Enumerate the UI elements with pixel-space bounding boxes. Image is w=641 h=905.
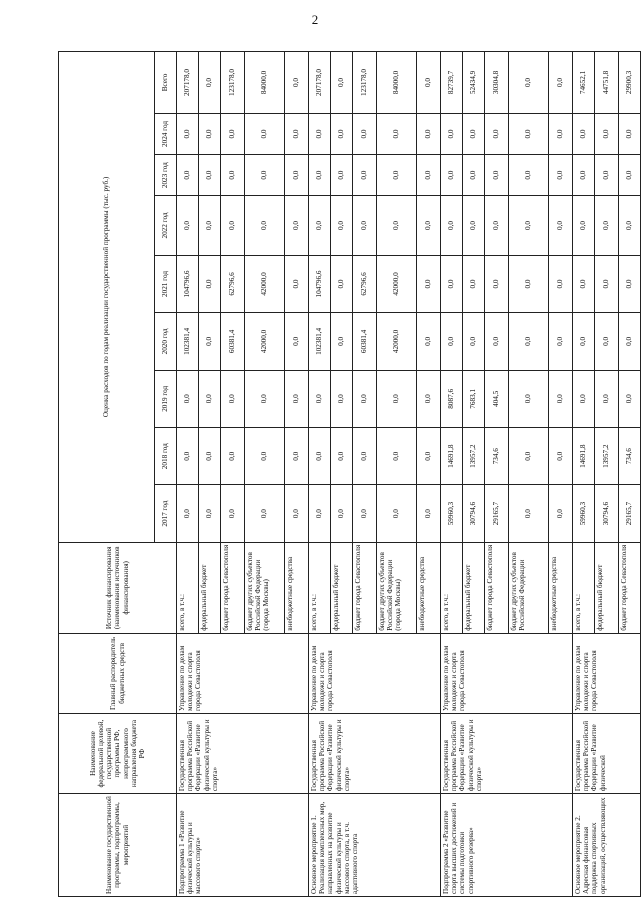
row-total-cell: 0,0 [549,52,573,114]
row-source-cell: федеральный бюджет [331,542,353,633]
row-value-cell: 0,0 [485,155,509,196]
row-value-cell: 0,0 [285,196,309,256]
row-value-cell: 0,0 [549,255,573,312]
row-value-cell: 13957,2 [595,428,619,485]
row-value-cell: 0,0 [573,113,595,154]
row-value-cell: 0,0 [485,255,509,312]
row-value-cell: 42000,0 [245,255,285,312]
row-value-cell: 0,0 [619,113,641,154]
row-value-cell: 62796,6 [353,255,377,312]
header-year: 2017 год [155,485,177,542]
row-value-cell: 0,0 [509,485,549,542]
row-value-cell: 29165,7 [485,485,509,542]
row-value-cell: 0,0 [377,370,417,427]
row-source-cell: бюджет города Севастополя [619,542,641,633]
row-value-cell: 0,0 [595,370,619,427]
row-value-cell: 0,0 [509,155,549,196]
row-source-cell: федеральный бюджет [595,542,619,633]
row-value-cell: 0,0 [509,428,549,485]
row-value-cell: 0,0 [441,113,463,154]
row-value-cell: 13957,2 [463,428,485,485]
row-value-cell: 0,0 [177,113,199,154]
row-value-cell: 0,0 [595,255,619,312]
row-value-cell: 0,0 [245,370,285,427]
row-value-cell: 0,0 [595,155,619,196]
row-value-cell: 0,0 [417,485,441,542]
row-value-cell: 0,0 [353,370,377,427]
row-source-cell: внебюджетные средства [549,542,573,633]
rotated-table-container [58,51,634,897]
table-body [177,52,641,897]
row-value-cell: 734,6 [619,428,641,485]
row-total-cell: 84000,0 [377,52,417,114]
row-value-cell: 0,0 [573,370,595,427]
row-distributor-cell: Управление по делам молодежи и спорта города Севастополя [441,633,573,713]
row-value-cell: 734,6 [485,428,509,485]
row-value-cell: 0,0 [485,113,509,154]
row-value-cell: 0,0 [549,313,573,370]
row-source-cell: федеральный бюджет [199,542,221,633]
row-fed-program-cell: Государственная программа Российской Федерации «Развитие физической [573,713,641,793]
row-total-cell: 0,0 [417,52,441,114]
row-value-cell: 0,0 [221,370,245,427]
row-value-cell: 0,0 [199,313,221,370]
row-value-cell: 0,0 [285,428,309,485]
row-value-cell: 0,0 [331,370,353,427]
row-value-cell: 0,0 [353,113,377,154]
table-row [309,52,331,897]
row-name-cell: Подпрограмма 1 «Развитие физической культуры и массового спорта» [177,794,309,897]
row-value-cell: 0,0 [573,313,595,370]
row-source-cell: всего, в т.ч.: [309,542,331,633]
row-value-cell: 0,0 [199,196,221,256]
row-value-cell: 0,0 [309,370,331,427]
row-total-cell: 44751,8 [595,52,619,114]
row-fed-program-cell: Государственная программа Российской Федерации «Развитие физической культуры и спорта» [177,713,309,793]
row-value-cell: 0,0 [549,196,573,256]
row-value-cell: 0,0 [285,313,309,370]
row-value-cell: 0,0 [331,255,353,312]
header-name: Наименование государственной программы, подпрограммы, мероприятий [59,794,177,897]
row-value-cell: 0,0 [177,428,199,485]
row-value-cell: 0,0 [619,155,641,196]
row-value-cell: 0,0 [485,196,509,256]
row-total-cell: 207178,0 [177,52,199,114]
row-value-cell: 0,0 [353,196,377,256]
header-year: 2021 год [155,255,177,312]
row-value-cell: 0,0 [309,196,331,256]
header-estimate: Оценка расходов по годам реализации государственной программы (тыс. руб.) [59,52,155,543]
row-value-cell: 0,0 [441,255,463,312]
row-value-cell: 0,0 [377,485,417,542]
row-value-cell: 0,0 [245,428,285,485]
row-value-cell: 0,0 [549,485,573,542]
row-total-cell: 123178,0 [221,52,245,114]
row-value-cell: 0,0 [221,196,245,256]
row-value-cell: 0,0 [619,370,641,427]
row-source-cell: бюджет других субъектов Российской Федерации (города Москвы) [377,542,417,633]
row-value-cell: 8087,6 [441,370,463,427]
row-value-cell: 29165,7 [619,485,641,542]
header-year: 2023 год [155,155,177,196]
row-value-cell: 0,0 [417,113,441,154]
row-value-cell: 0,0 [285,155,309,196]
row-value-cell: 14691,8 [573,428,595,485]
row-value-cell: 0,0 [463,196,485,256]
row-value-cell: 0,0 [285,255,309,312]
row-value-cell: 0,0 [463,313,485,370]
row-value-cell: 0,0 [177,370,199,427]
row-value-cell: 0,0 [245,485,285,542]
row-value-cell: 0,0 [309,155,331,196]
row-value-cell: 0,0 [245,113,285,154]
table-row [573,52,595,897]
row-value-cell: 0,0 [509,370,549,427]
row-value-cell: 0,0 [285,485,309,542]
row-source-cell: всего, в т.ч.: [177,542,199,633]
row-value-cell: 0,0 [221,428,245,485]
row-value-cell: 0,0 [509,113,549,154]
row-total-cell: 84000,0 [245,52,285,114]
row-value-cell: 0,0 [309,428,331,485]
row-value-cell: 0,0 [485,313,509,370]
header-year: 2018 год [155,428,177,485]
row-source-cell: бюджет города Севастополя [485,542,509,633]
row-value-cell: 0,0 [549,113,573,154]
row-value-cell: 30794,6 [595,485,619,542]
header-distributor: Главный распорядитель бюджетных средств [59,633,177,713]
row-total-cell: 74652,1 [573,52,595,114]
row-name-cell: Подпрограмма 2 «Развитие спорта высших достижений и системы подготовки спортивного резерва» [441,794,573,897]
header-year: 2020 год [155,313,177,370]
row-value-cell: 404,5 [485,370,509,427]
row-value-cell: 0,0 [199,155,221,196]
row-value-cell: 0,0 [417,370,441,427]
row-total-cell: 29900,3 [619,52,641,114]
page-number: 2 [311,12,319,27]
row-value-cell: 0,0 [221,155,245,196]
row-value-cell: 0,0 [595,313,619,370]
row-distributor-cell: Управление по делам молодежи и спорта города Севастополя [177,633,309,713]
row-value-cell: 62796,6 [221,255,245,312]
row-value-cell: 0,0 [463,155,485,196]
row-name-cell: Основное мероприятие 1. Реализация комплексных мер, направленных на развитие физической культуры и массового спорта, в т.ч. адаптивного спорта [309,794,441,897]
row-value-cell: 0,0 [509,313,549,370]
row-value-cell: 0,0 [619,313,641,370]
row-value-cell: 0,0 [353,155,377,196]
row-value-cell: 0,0 [331,313,353,370]
row-value-cell: 14691,8 [441,428,463,485]
row-value-cell: 0,0 [619,196,641,256]
row-name-cell: Основное мероприятие 2. Адресная финансовая поддержка спортивных организаций, осуществляющих [573,794,641,897]
row-total-cell: 52434,9 [463,52,485,114]
row-value-cell: 42000,0 [377,313,417,370]
row-total-cell: 0,0 [509,52,549,114]
row-total-cell: 82739,7 [441,52,463,114]
row-source-cell: бюджет других субъектов Российской Федерации (города Москвы) [245,542,285,633]
row-value-cell: 42000,0 [245,313,285,370]
header-year: 2024 год [155,113,177,154]
row-value-cell: 0,0 [377,113,417,154]
row-value-cell: 0,0 [417,196,441,256]
row-total-cell: 0,0 [285,52,309,114]
row-value-cell: 0,0 [595,196,619,256]
row-value-cell: 0,0 [285,113,309,154]
row-source-cell: федеральный бюджет [463,542,485,633]
row-value-cell: 0,0 [509,255,549,312]
row-source-cell: внебюджетные средства [285,542,309,633]
row-value-cell: 0,0 [177,155,199,196]
row-value-cell: 0,0 [377,155,417,196]
row-value-cell: 0,0 [177,196,199,256]
row-value-cell: 0,0 [199,428,221,485]
row-fed-program-cell: Государственная программа Российской Федерации «Развитие физической культуры и спорта» [309,713,441,793]
row-value-cell: 0,0 [463,255,485,312]
table-row [441,52,463,897]
row-value-cell: 30794,6 [463,485,485,542]
row-value-cell: 0,0 [509,196,549,256]
row-value-cell: 0,0 [619,255,641,312]
row-value-cell: 0,0 [417,313,441,370]
row-source-cell: всего, в т.ч.: [573,542,595,633]
row-value-cell: 0,0 [221,113,245,154]
row-value-cell: 104796,6 [309,255,331,312]
row-value-cell: 0,0 [441,196,463,256]
row-value-cell: 59960,3 [441,485,463,542]
row-source-cell: бюджет города Севастополя [353,542,377,633]
row-value-cell: 0,0 [417,255,441,312]
row-value-cell: 7683,1 [463,370,485,427]
row-value-cell: 0,0 [309,485,331,542]
row-value-cell: 0,0 [331,485,353,542]
row-value-cell: 0,0 [199,485,221,542]
row-value-cell: 0,0 [221,485,245,542]
row-value-cell: 104796,6 [177,255,199,312]
row-source-cell: бюджет других субъектов Российской Федерации [509,542,549,633]
row-total-cell: 207178,0 [309,52,331,114]
row-total-cell: 0,0 [331,52,353,114]
row-value-cell: 0,0 [353,485,377,542]
row-value-cell: 0,0 [245,155,285,196]
budget-table [58,51,641,897]
row-value-cell: 0,0 [285,370,309,427]
row-value-cell: 0,0 [331,428,353,485]
row-value-cell: 0,0 [199,255,221,312]
header-fed-program: Наименование федеральной целевой, государственной программы РФ, непрограммного направления бюджета РФ [59,713,177,793]
header-year: 2022 год [155,196,177,256]
row-value-cell: 0,0 [353,428,377,485]
row-value-cell: 0,0 [331,113,353,154]
row-source-cell: внебюджетные средства [417,542,441,633]
row-total-cell: 30304,8 [485,52,509,114]
row-source-cell: бюджет города Севастополя [221,542,245,633]
row-fed-program-cell: Государственная программа Российской Федерации «Развитие физической культуры и спорта» [441,713,573,793]
row-value-cell: 0,0 [573,196,595,256]
row-value-cell: 0,0 [199,370,221,427]
row-value-cell: 0,0 [549,428,573,485]
header-year: 2019 год [155,370,177,427]
row-value-cell: 0,0 [177,485,199,542]
row-value-cell: 42000,0 [377,255,417,312]
row-value-cell: 0,0 [417,428,441,485]
header-source: Источник финансирования (наименования источников финансирования) [59,542,177,633]
row-value-cell: 102381,4 [177,313,199,370]
row-distributor-cell: Управление по делам молодежи и спорта города Севастополя [573,633,641,713]
row-value-cell: 0,0 [573,255,595,312]
row-value-cell: 0,0 [245,196,285,256]
row-value-cell: 0,0 [595,113,619,154]
row-value-cell: 0,0 [441,155,463,196]
row-value-cell: 0,0 [549,155,573,196]
row-total-cell: 123178,0 [353,52,377,114]
row-value-cell: 0,0 [377,196,417,256]
header-total: Всего [155,52,177,114]
row-value-cell: 0,0 [549,370,573,427]
table-row [177,52,199,897]
row-value-cell: 0,0 [199,113,221,154]
row-value-cell: 0,0 [331,155,353,196]
row-distributor-cell: Управление по делам молодежи и спорта города Севастополя [309,633,441,713]
row-value-cell: 59960,3 [573,485,595,542]
row-value-cell: 0,0 [417,155,441,196]
row-value-cell: 0,0 [377,428,417,485]
row-value-cell: 0,0 [331,196,353,256]
row-value-cell: 102381,4 [309,313,331,370]
row-source-cell: всего, в т.ч.: [441,542,463,633]
row-total-cell: 0,0 [199,52,221,114]
row-value-cell: 0,0 [463,113,485,154]
row-value-cell: 0,0 [441,313,463,370]
row-value-cell: 0,0 [573,155,595,196]
row-value-cell: 60381,4 [221,313,245,370]
row-value-cell: 60381,4 [353,313,377,370]
row-value-cell: 0,0 [309,113,331,154]
